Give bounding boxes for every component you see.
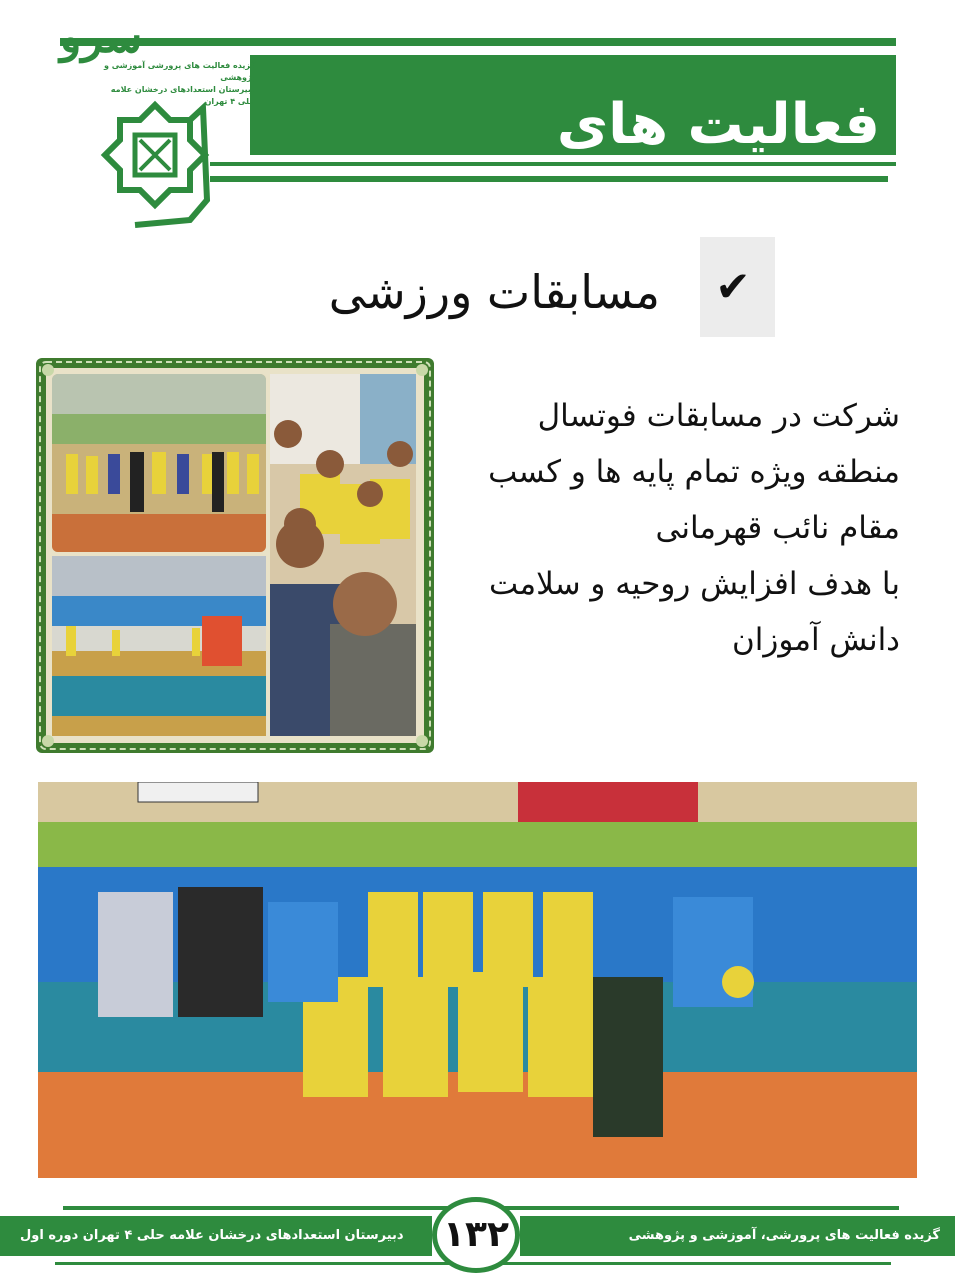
- page-title: فعالیت های پرورشی: [556, 92, 880, 237]
- description-line: منطقه ویژه تمام پایه ها و کسب: [488, 454, 900, 490]
- page-number: ۱۳۲: [443, 1214, 509, 1255]
- brand-wordmark: سرو: [60, 12, 143, 63]
- activity-description: [470, 388, 900, 668]
- gym-lineup-photo: [52, 374, 266, 552]
- team-group-photo: [38, 782, 917, 1178]
- section-title: مسابقات ورزشی: [328, 265, 660, 319]
- footer-school-name: دبیرستان استعدادهای درخشان علامه حلی ۴ تهران دوره اول: [20, 1228, 404, 1243]
- team-selfie-photo: [270, 374, 416, 736]
- brand-subtitle-line-2: دبیرستان استعدادهای درخشان علامه حلی ۴ تهران: [110, 85, 255, 106]
- school-emblem-icon: [95, 100, 215, 230]
- footer-publication-title: گزیده فعالیت های پرورشی، آموزشی و پژوهشی: [628, 1228, 940, 1243]
- futsal-match-photo: [52, 556, 266, 736]
- description-line: شرکت در مسابقات فوتسال: [537, 398, 900, 434]
- checkmark-icon: ✔: [715, 262, 751, 311]
- description-line: مقام نائب قهرمانی: [655, 510, 900, 546]
- brand-subtitle-line-1: گزیده فعالیت های پرورشی آموزشی و پژوهشی: [103, 61, 255, 82]
- description-line: با هدف افزایش روحیه و سلامت: [489, 566, 900, 602]
- description-line: دانش آموزان: [731, 622, 900, 658]
